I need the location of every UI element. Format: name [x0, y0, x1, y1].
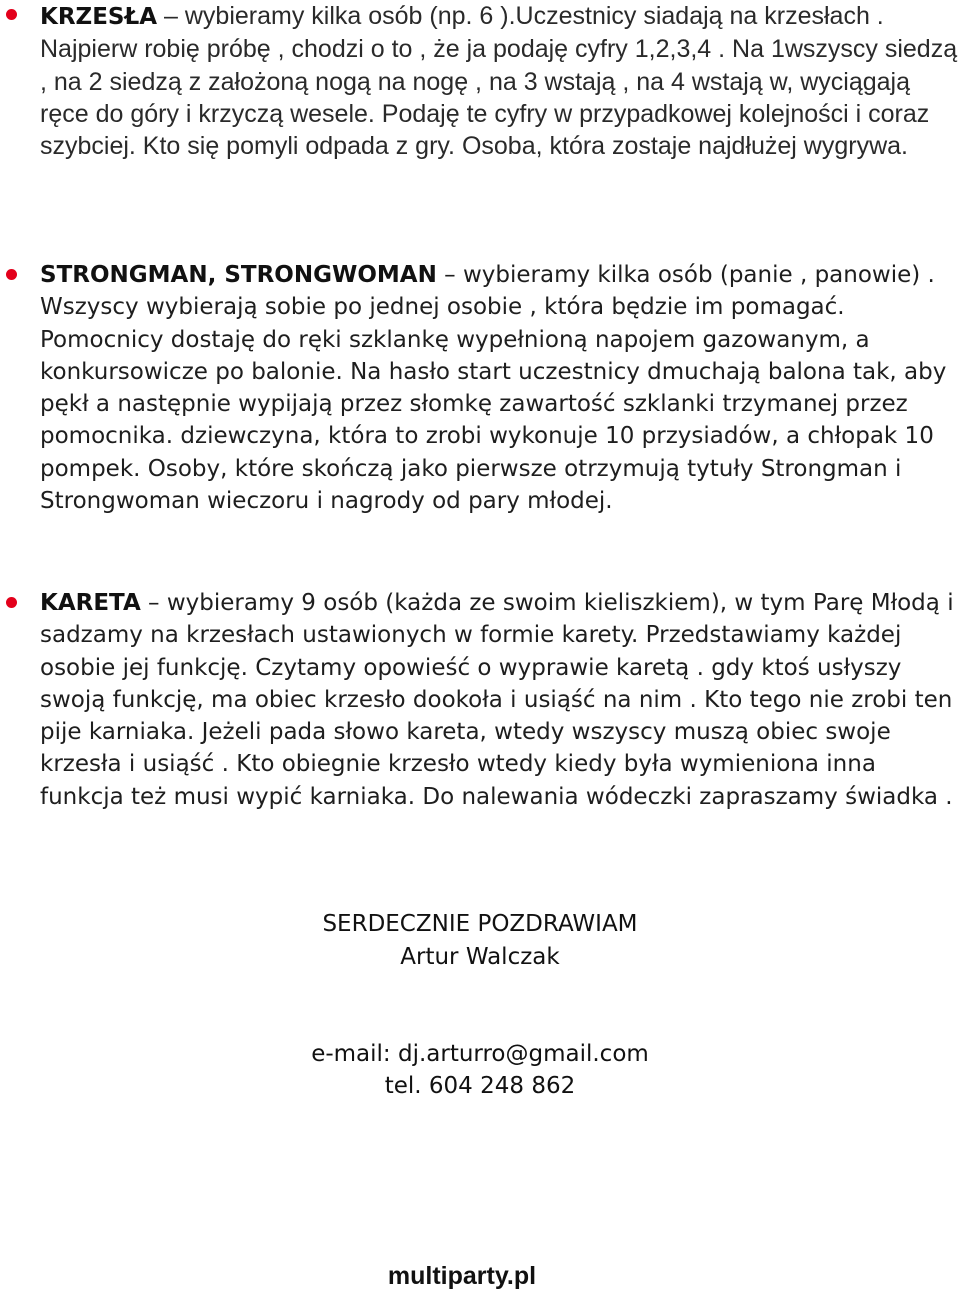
red-dot-bullet-icon	[6, 269, 17, 280]
list-item-body: – wybieramy 9 osób (każda ze swoim kieliszkiem), w tym Parę Młodą i sadzamy na krzesłach ustawionych w formie karety. Przedstawiamy każdej osobie jej funkcję. Czytamy opowieść o wyprawie karetą . gdy ktoś usłyszy swoją funkcję, ma obiec krzesło dookoła i usiąść na nim . Kto tego nie zrobi ten pije karniaka. Jeżeli pada słowo kareta, wtedy wszyscy muszą obiec swoje krzesła i usiąść . Kto obiegnie krzesło wtedy kiedy była wymieniona inna funkcja też musi wypić karniaka. Do nalewania wódeczki zapraszamy świadka .	[40, 590, 954, 810]
list-item-text	[40, 0, 958, 162]
red-dot-bullet-icon	[6, 597, 17, 608]
list-item-heading: KRZESŁA	[40, 4, 158, 30]
footer-brand: multiparty.pl	[387, 1262, 537, 1290]
list-item-heading: STRONGMAN, STRONGWOMAN	[40, 262, 437, 288]
list-item-body: – wybieramy kilka osób (np. 6 ).Uczestnicy siadają na krzesłach . Najpierw robię próbę , chodzi o to , że ja podaję cyfry 1,2,3,4 . Na 1wszyscy siedzą , na 2 siedzą z założoną nogą na nogę , na 3 wstają , na 4 wstają w, wyciągają ręce do góry i krzyczą wesele. Podaję te cyfry w przypadkowej kolejności i coraz szybciej. Kto się pomyli odpada z gry. Osoba, która zostaje najdłużej wygrywa.	[40, 2, 958, 161]
signature-email: e-mail: dj.arturro@gmail.com	[311, 1041, 649, 1067]
list-item-krzesla	[40, 0, 958, 162]
list-item-strongman	[40, 259, 958, 517]
signature-greeting: SERDECZNIE POZDRAWIAM	[322, 911, 638, 937]
list-item-text	[40, 587, 958, 813]
signature-name: Artur Walczak	[400, 944, 560, 970]
list-item-text	[40, 259, 958, 517]
list-item-kareta	[40, 587, 958, 813]
list-item-heading: KARETA	[40, 590, 141, 616]
signature-phone: tel. 604 248 862	[384, 1073, 576, 1099]
list-item-body: – wybieramy kilka osób (panie , panowie) . Wszyscy wybierają sobie po jednej osobie , która będzie im pomagać. Pomocnicy dostaję do ręki szklankę wypełnioną napojem gazowanym, a konkursowicze po balonie. Na hasło start uczestnicy dmuchają balona tak, aby pękł a następnie wypijają przez słomkę zawartość szklanki trzymanej przez pomocnika. dziewczyna, która to zrobi wykonuje 10 przysiadów, a chłopak 10 pompek. Osoby, które skończą jako pierwsze otrzymują tytuły Strongman i Strongwoman wieczoru i nagrody od pary młodej.	[40, 262, 947, 515]
red-dot-bullet-icon	[6, 9, 17, 20]
